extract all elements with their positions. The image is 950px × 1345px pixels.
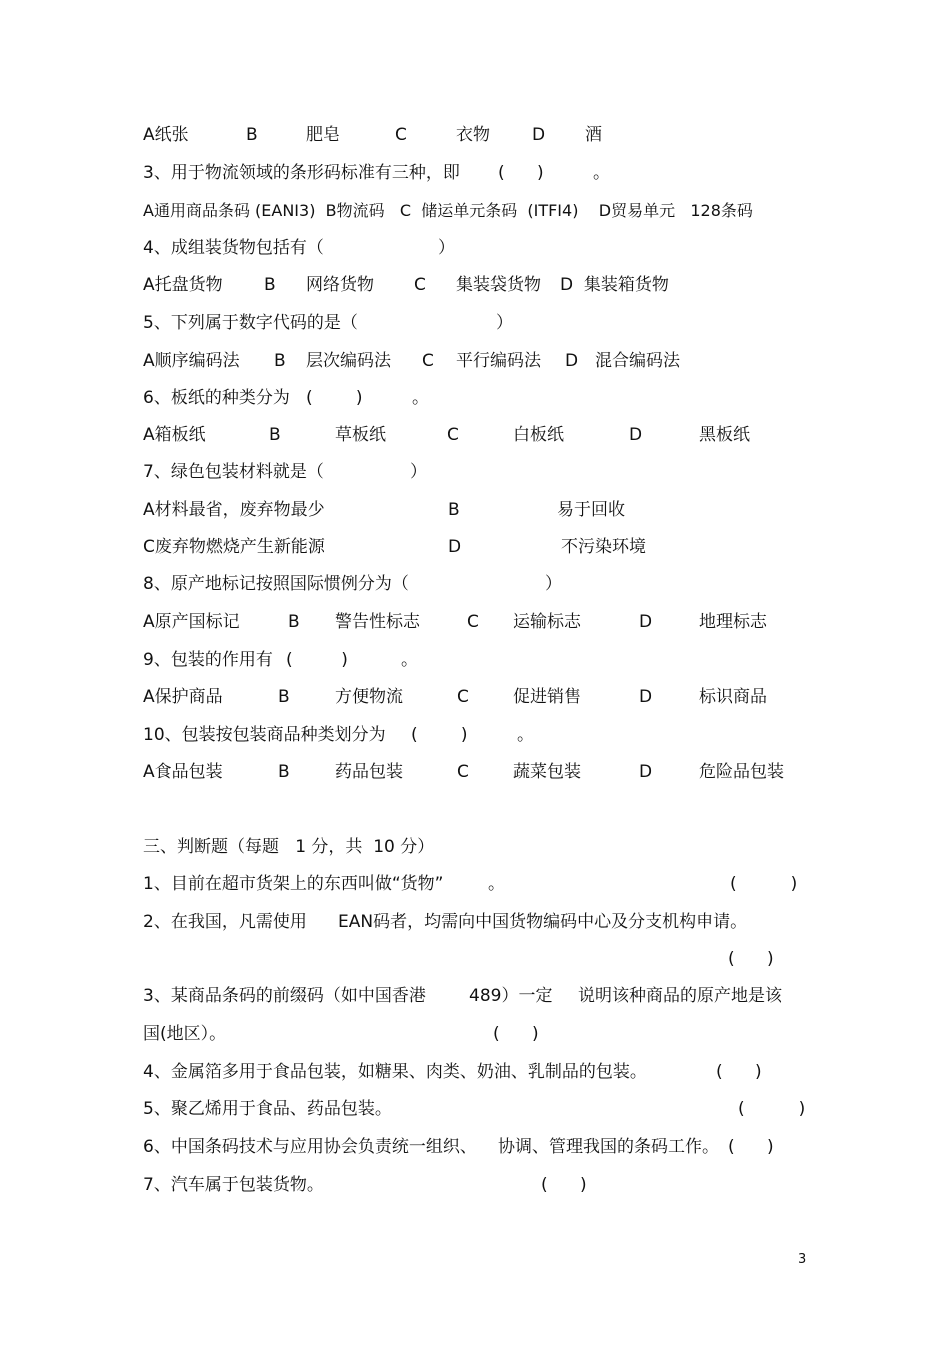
q4-options xyxy=(0,270,950,300)
option-c-letter: C xyxy=(447,425,459,445)
option-c-letter: C xyxy=(422,351,434,371)
option-a: A原产国标记 xyxy=(143,612,240,632)
option-b: 草板纸 xyxy=(335,425,386,445)
judge-item-7 xyxy=(0,1170,950,1200)
option-c: 蔬菜包装 xyxy=(513,762,581,782)
option-a: A纸张 xyxy=(143,125,189,145)
option-a: A顺序编码法 xyxy=(143,351,240,371)
option-b: 警告性标志 xyxy=(335,612,420,632)
q9-stem xyxy=(0,645,950,675)
option-d-letter: D xyxy=(532,125,546,145)
page-number: 3 xyxy=(798,1252,807,1267)
option-d: 混合编码法 xyxy=(595,351,680,371)
statement-text: 4、金属箔多用于食品包装，如糖果、肉类、奶油、乳制品的包装。 xyxy=(143,1062,647,1082)
question-text: 7、绿色包装材料就是（ xyxy=(143,462,324,482)
question-end: ） xyxy=(496,313,513,333)
option-a: A保护商品 xyxy=(143,687,223,707)
q8-stem xyxy=(0,569,950,599)
statement-text: 5、聚乙烯用于食品、药品包装。 xyxy=(143,1099,392,1119)
question-end: 。 xyxy=(593,163,610,183)
statement-text: 3、某商品条码的前缀码（如中国香港 xyxy=(143,986,426,1006)
option-d: 不污染环境 xyxy=(561,537,646,557)
statement-text: 7、汽车属于包装货物。 xyxy=(143,1175,324,1195)
q7-options-row2 xyxy=(0,532,950,562)
q7-stem xyxy=(0,457,950,487)
option-b-letter: B xyxy=(246,125,258,145)
option-c-letter: C xyxy=(457,687,469,707)
option-d: 黑板纸 xyxy=(699,425,750,445)
q6-stem xyxy=(0,383,950,413)
option-b: 药品包装 xyxy=(335,762,403,782)
option-d: D 集装箱货物 xyxy=(560,275,669,295)
question-text: 9、包装的作用有 xyxy=(143,650,273,670)
q9-options xyxy=(0,682,950,712)
option-b: 层次编码法 xyxy=(306,351,391,371)
question-text: 4、成组装货物包括有（ xyxy=(143,238,324,258)
option-d: 标识商品 xyxy=(699,687,767,707)
option-d-letter: D xyxy=(448,537,462,557)
question-end: 。 xyxy=(517,725,534,745)
option-c: C废弃物燃烧产生新能源 xyxy=(143,537,325,557)
judge-item-2-answer xyxy=(0,944,950,974)
option-d-letter: D xyxy=(639,762,653,782)
option-c-letter: C xyxy=(467,612,479,632)
option-a: A托盘货物 xyxy=(143,275,223,295)
question-text: 3、用于物流领域的条形码标准有三种，即 xyxy=(143,163,460,183)
option-c: 白板纸 xyxy=(513,425,564,445)
judge-item-4 xyxy=(0,1057,950,1087)
option-a: A材料最省，废弃物最少 xyxy=(143,500,325,520)
q2-options xyxy=(0,120,950,150)
judge-item-1 xyxy=(0,869,950,899)
option-b: 易于回收 xyxy=(557,500,625,520)
option-b-letter: B xyxy=(269,425,281,445)
q3-options xyxy=(0,196,950,226)
question-end: ） xyxy=(438,238,455,258)
q3-stem xyxy=(0,158,950,188)
question-text: 6、板纸的种类分为 xyxy=(143,388,290,408)
answer-paren: ( ) xyxy=(716,1062,762,1082)
judge-item-2 xyxy=(0,907,950,937)
statement-text-2: EAN码者，均需向中国货物编码中心及分支机构申请。 xyxy=(338,912,748,932)
option-d: 危险品包装 xyxy=(699,762,784,782)
option-d: 酒 xyxy=(585,125,602,145)
judge-item-3 xyxy=(0,981,950,1011)
option-c: 平行编码法 xyxy=(456,351,541,371)
judge-item-3-cont xyxy=(0,1019,950,1049)
option-b-letter: B xyxy=(278,687,290,707)
option-b: 网络货物 xyxy=(306,275,374,295)
option-c: 衣物 xyxy=(456,125,490,145)
answer-paren: ( ) xyxy=(738,1099,806,1119)
statement-end: 。 xyxy=(488,874,505,894)
q7-options-row1 xyxy=(0,495,950,525)
question-text: 10、包装按包装商品种类划分为 xyxy=(143,725,386,745)
statement-text-2: 489）一定 xyxy=(469,986,553,1006)
option-b-letter: B xyxy=(288,612,300,632)
statement-text: 1、目前在超市货架上的东西叫做“货物” xyxy=(143,874,444,894)
q10-stem xyxy=(0,720,950,750)
option-b: 方便物流 xyxy=(335,687,403,707)
section-heading xyxy=(0,832,950,862)
answer-paren: ( ) xyxy=(728,1137,774,1157)
answer-paren: ( ) xyxy=(728,949,774,969)
option-c: 运输标志 xyxy=(513,612,581,632)
option-d-letter: D xyxy=(565,351,579,371)
option-b-letter: B xyxy=(278,762,290,782)
option-c-letter: C xyxy=(395,125,407,145)
statement-text-3: 说明该种商品的原产地是该 xyxy=(578,986,782,1006)
question-end: 。 xyxy=(401,650,418,670)
option-b-letter: B xyxy=(448,500,460,520)
statement-continuation: 国(地区）。 xyxy=(143,1024,227,1044)
question-end: 。 xyxy=(412,388,429,408)
judge-item-5 xyxy=(0,1094,950,1124)
answer-paren: ( ) xyxy=(541,1175,587,1195)
answer-paren: ( ) xyxy=(493,1024,539,1044)
answer-blank: ( ) xyxy=(306,388,363,408)
option-d-letter: D xyxy=(639,612,653,632)
options-text: A通用商品条码 (EANI3) B物流码 C 储运单元条码 (ITFI4) D贸易单元 128条码 xyxy=(143,201,753,220)
q4-stem xyxy=(0,233,950,263)
q10-options xyxy=(0,757,950,787)
question-end: ） xyxy=(410,462,427,482)
section-title: 三、判断题（每题 1 分，共 10 分） xyxy=(143,837,435,857)
q5-stem xyxy=(0,308,950,338)
option-c-letter: C xyxy=(457,762,469,782)
q5-options xyxy=(0,346,950,376)
option-b-letter: B xyxy=(264,275,276,295)
option-c-letter: C xyxy=(414,275,426,295)
judge-item-6 xyxy=(0,1132,950,1162)
q6-options xyxy=(0,420,950,450)
option-c: 集装袋货物 xyxy=(456,275,541,295)
question-end: ） xyxy=(545,574,562,594)
statement-text: 6、中国条码技术与应用协会负责统一组织、 xyxy=(143,1137,477,1157)
question-text: 8、原产地标记按照国际惯例分为（ xyxy=(143,574,409,594)
answer-blank: ( ) xyxy=(411,725,468,745)
statement-text-2: 协调、管理我国的条码工作。 xyxy=(498,1137,719,1157)
option-a: A箱板纸 xyxy=(143,425,206,445)
q8-options xyxy=(0,607,950,637)
answer-blank: ( ) xyxy=(498,163,544,183)
option-d-letter: D xyxy=(639,687,653,707)
option-d: 地理标志 xyxy=(699,612,767,632)
option-b: 肥皂 xyxy=(306,125,340,145)
question-text: 5、下列属于数字代码的是（ xyxy=(143,313,358,333)
option-b-letter: B xyxy=(274,351,286,371)
answer-paren: ( ) xyxy=(730,874,798,894)
answer-blank: ( ) xyxy=(286,650,348,670)
option-d-letter: D xyxy=(629,425,643,445)
option-a: A食品包装 xyxy=(143,762,223,782)
statement-text: 2、在我国，凡需使用 xyxy=(143,912,307,932)
option-c: 促进销售 xyxy=(513,687,581,707)
